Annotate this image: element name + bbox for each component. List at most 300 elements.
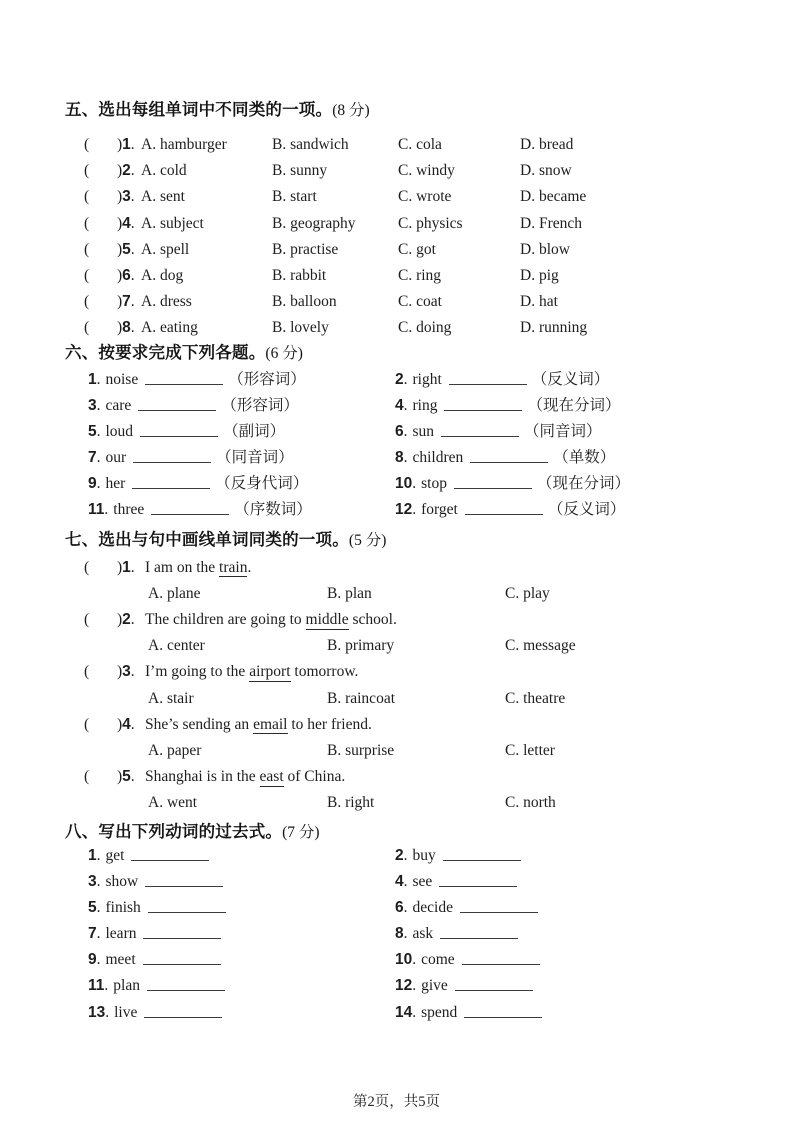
number-dot: . xyxy=(96,449,101,467)
wordform-item xyxy=(88,367,395,393)
question-number-value: 3 xyxy=(88,872,97,890)
underlined-word: airport xyxy=(249,663,291,681)
answer-bracket-open: ( xyxy=(84,768,90,786)
option: D. pig xyxy=(520,266,559,284)
question-number-value: 1 xyxy=(88,846,97,864)
underlined-word: middle xyxy=(305,611,349,628)
number-dot: . xyxy=(403,422,408,440)
hint-label: （同音词） xyxy=(524,422,602,440)
hint-label: （反身代词） xyxy=(215,475,309,493)
hint-label: （现在分词） xyxy=(527,396,621,414)
option: A. center xyxy=(148,637,205,655)
option: C. coat xyxy=(398,293,442,311)
sentence xyxy=(141,764,793,790)
option: C. letter xyxy=(505,741,555,759)
question-number-value: 10 xyxy=(395,475,413,493)
word: her xyxy=(105,475,126,493)
option: C. windy xyxy=(398,162,455,180)
answer-blank xyxy=(440,934,518,939)
choice-question-row xyxy=(84,315,793,341)
number-dot: . xyxy=(96,422,101,440)
question-number-value: 4 xyxy=(395,872,404,890)
section-title: 八、写出下列动词的过去式。 xyxy=(65,822,283,841)
answer-bracket-open: ( xyxy=(84,136,90,153)
answer-blank xyxy=(151,510,229,515)
bracket-close: ) xyxy=(117,266,123,284)
question-number-value: 3 xyxy=(88,396,97,414)
answer-blank xyxy=(133,458,211,463)
sentence-pre: I am on the xyxy=(145,558,220,576)
section-8-heading xyxy=(65,822,793,843)
word: finish xyxy=(105,898,141,916)
verb-item xyxy=(88,947,395,973)
question-number-value: 9 xyxy=(88,475,97,493)
option: A. went xyxy=(148,794,198,812)
answer-blank xyxy=(145,882,223,887)
section-score: (6 分) xyxy=(265,344,303,362)
sentence-post: . xyxy=(247,558,252,576)
question-number-value: 6 xyxy=(122,266,131,284)
wordform-item xyxy=(88,471,395,497)
wordform-item xyxy=(395,445,793,471)
answer-blank xyxy=(138,406,216,411)
answer-blank xyxy=(140,432,218,437)
option: D. snow xyxy=(520,162,572,180)
word: see xyxy=(412,872,433,890)
number-dot: . xyxy=(130,293,135,311)
answer-blank xyxy=(464,1013,542,1018)
sentence-question-row xyxy=(84,712,793,738)
option: A. cold xyxy=(141,162,187,180)
sentence-post: to her friend. xyxy=(287,715,372,733)
number-dot: . xyxy=(403,872,408,890)
question-number xyxy=(117,659,141,685)
option: C. north xyxy=(505,794,556,812)
question-number xyxy=(117,607,141,633)
option: C. doing xyxy=(398,319,452,337)
options-row xyxy=(148,633,793,659)
question-number xyxy=(117,184,141,210)
word: noise xyxy=(105,370,139,388)
option: B. sandwich xyxy=(272,136,349,153)
number-dot: . xyxy=(130,188,135,206)
answer-blank xyxy=(465,510,543,515)
section-6-heading xyxy=(65,343,793,364)
number-dot: . xyxy=(130,611,135,628)
number-dot: . xyxy=(412,501,417,519)
option: A. sent xyxy=(141,188,185,206)
question-number-value: 13 xyxy=(88,1003,106,1021)
option: A. hamburger xyxy=(141,136,227,153)
hint-label: （副词） xyxy=(223,422,286,440)
bracket-close: ) xyxy=(117,188,123,206)
option: D. running xyxy=(520,319,588,337)
number-dot: . xyxy=(130,136,135,153)
question-number-value: 5 xyxy=(88,898,97,916)
word: loud xyxy=(105,422,134,440)
answer-bracket-open: ( xyxy=(84,240,90,258)
option: A. spell xyxy=(141,240,190,258)
number-dot: . xyxy=(96,846,101,864)
question-number-value: 12 xyxy=(395,977,413,995)
answer-blank xyxy=(131,856,209,861)
question-number-value: 7 xyxy=(88,449,97,467)
choice-question-row xyxy=(84,263,793,289)
number-dot: . xyxy=(96,370,101,388)
question-number xyxy=(117,158,141,184)
question-number xyxy=(117,237,141,263)
section-choose-different-word xyxy=(0,100,793,342)
underlined-word: email xyxy=(253,715,288,733)
answer-blank xyxy=(144,1013,222,1018)
number-dot: . xyxy=(412,977,417,995)
underlined-word: east xyxy=(259,768,284,786)
question-number-value: 3 xyxy=(122,663,131,681)
options-row xyxy=(148,790,793,816)
choice-question-row xyxy=(84,289,793,315)
word: ring xyxy=(412,396,438,414)
option: B. sunny xyxy=(272,162,328,180)
option: B. geography xyxy=(272,214,356,232)
verb-item xyxy=(395,973,793,999)
number-dot: . xyxy=(96,396,101,414)
option: B. surprise xyxy=(327,741,395,759)
question-number-value: 4 xyxy=(122,715,131,733)
number-dot: . xyxy=(96,951,101,969)
option: D. became xyxy=(520,188,587,206)
section-underlined-word-category xyxy=(0,530,793,817)
number-dot: . xyxy=(403,846,408,864)
word: learn xyxy=(105,925,137,943)
number-dot: . xyxy=(96,872,101,890)
answer-bracket-open: ( xyxy=(84,188,90,206)
option: C. cola xyxy=(398,136,442,153)
verb-item xyxy=(88,869,395,895)
option: C. ring xyxy=(398,266,442,284)
section-score: (5 分) xyxy=(348,531,387,549)
verb-item xyxy=(88,895,395,921)
wordform-item xyxy=(395,367,793,393)
underlined-word: train xyxy=(219,558,248,576)
hint-label: （同音词） xyxy=(216,449,294,467)
sentence-pre: Shanghai is in the xyxy=(145,768,260,786)
wordform-item xyxy=(88,497,395,523)
section-7-questions xyxy=(0,555,793,817)
option: B. plan xyxy=(327,584,372,602)
verb-item xyxy=(88,973,395,999)
wordform-item xyxy=(395,419,793,445)
verb-item xyxy=(88,843,395,869)
section-score: (7 分) xyxy=(282,823,320,841)
word: three xyxy=(113,501,145,519)
answer-blank xyxy=(470,458,548,463)
word: get xyxy=(105,846,125,864)
option: B. lovely xyxy=(272,319,329,337)
section-5-questions xyxy=(0,132,793,342)
word: come xyxy=(421,951,455,969)
answer-blank xyxy=(143,934,221,939)
question-number-value: 1 xyxy=(122,558,131,576)
bracket-close: ) xyxy=(117,715,123,733)
choice-question-row xyxy=(84,211,793,237)
answer-blank xyxy=(460,908,538,913)
number-dot: . xyxy=(130,663,135,681)
answer-blank xyxy=(462,960,540,965)
number-dot: . xyxy=(403,396,408,414)
question-number-value: 14 xyxy=(395,1003,413,1021)
number-dot: . xyxy=(403,898,408,916)
question-number-value: 4 xyxy=(122,214,131,232)
sentence xyxy=(141,712,793,738)
option: A. paper xyxy=(148,741,202,759)
section-6-questions xyxy=(88,367,793,524)
option: D. bread xyxy=(520,136,574,153)
sentence-pre: I’m going to the xyxy=(145,663,250,681)
question-number-value: 4 xyxy=(395,396,404,414)
option: A. eating xyxy=(141,319,198,337)
bracket-close: ) xyxy=(117,663,123,681)
word: show xyxy=(105,872,139,890)
bracket-close: ) xyxy=(117,162,123,180)
question-number-value: 2 xyxy=(395,846,404,864)
option: C. got xyxy=(398,240,436,258)
number-dot: . xyxy=(96,898,101,916)
option: A. plane xyxy=(148,584,201,602)
options-row xyxy=(148,581,793,607)
bracket-close: ) xyxy=(117,293,123,311)
option: D. blow xyxy=(520,240,570,258)
answer-blank xyxy=(439,882,517,887)
question-number-value: 1 xyxy=(122,136,131,153)
option: D. hat xyxy=(520,293,558,311)
answer-bracket-open: ( xyxy=(84,293,90,311)
question-number xyxy=(117,764,141,790)
question-number-value: 9 xyxy=(88,951,97,969)
question-number-value: 5 xyxy=(122,240,131,258)
option: C. message xyxy=(505,637,576,655)
number-dot: . xyxy=(104,501,109,519)
choice-question-row xyxy=(84,158,793,184)
answer-blank xyxy=(449,380,527,385)
verb-item xyxy=(395,947,793,973)
question-number-value: 7 xyxy=(88,925,97,943)
choice-question-row xyxy=(84,237,793,263)
option: B. practise xyxy=(272,240,339,258)
hint-label: （形容词） xyxy=(221,396,299,414)
verb-item xyxy=(88,921,395,947)
option: D. French xyxy=(520,214,582,232)
question-number-value: 11 xyxy=(88,501,105,519)
option: C. wrote xyxy=(398,188,452,206)
section-score: (8 分) xyxy=(332,102,370,119)
hint-label: （序数词） xyxy=(234,501,312,519)
hint-label: （反义词） xyxy=(547,501,626,519)
word: meet xyxy=(105,951,136,969)
page-number-footer: 第2页，共5页 xyxy=(353,1094,440,1110)
number-dot: . xyxy=(130,162,135,180)
section-5-heading xyxy=(65,100,793,121)
answer-blank xyxy=(147,986,225,991)
question-number-value: 8 xyxy=(395,449,404,467)
bracket-close: ) xyxy=(117,136,123,153)
answer-bracket-open: ( xyxy=(84,319,90,337)
option: A. dress xyxy=(141,293,192,311)
number-dot: . xyxy=(96,475,101,493)
question-number-value: 2 xyxy=(122,162,131,180)
number-dot: . xyxy=(130,558,135,576)
word: sun xyxy=(412,422,435,440)
sentence-question-row xyxy=(84,607,793,633)
option: A. subject xyxy=(141,214,204,232)
number-dot: . xyxy=(130,266,135,284)
question-number-value: 8 xyxy=(395,925,404,943)
sentence-post: school. xyxy=(348,611,397,628)
question-number xyxy=(117,289,141,315)
sentence-post: of China. xyxy=(283,768,346,786)
sentence-question-row xyxy=(84,764,793,790)
number-dot: . xyxy=(130,715,135,733)
options-row xyxy=(148,738,793,764)
word: forget xyxy=(421,501,458,519)
answer-blank xyxy=(455,986,533,991)
question-number-value: 11 xyxy=(88,977,105,995)
answer-bracket-open: ( xyxy=(84,266,90,284)
word: plan xyxy=(113,977,140,995)
answer-blank xyxy=(148,908,226,913)
number-dot: . xyxy=(403,925,408,943)
verb-item xyxy=(395,921,793,947)
question-number-value: 2 xyxy=(395,370,404,388)
question-number-value: 6 xyxy=(395,898,404,916)
word: our xyxy=(105,449,127,467)
question-number xyxy=(117,555,141,581)
number-dot: . xyxy=(130,240,135,258)
verb-item xyxy=(395,1000,793,1026)
option: A. stair xyxy=(148,689,194,707)
sentence xyxy=(141,607,793,633)
number-dot: . xyxy=(412,475,417,493)
wordform-item xyxy=(88,445,395,471)
number-dot: . xyxy=(104,977,109,995)
answer-bracket-open: ( xyxy=(84,663,90,681)
section-title: 七、选出与句中画线单词同类的一项。 xyxy=(65,530,349,549)
wordform-item xyxy=(395,393,793,419)
number-dot: . xyxy=(105,1003,110,1021)
option: B. right xyxy=(327,794,375,812)
question-number-value: 8 xyxy=(122,319,131,337)
word: buy xyxy=(412,846,436,864)
number-dot: . xyxy=(130,319,135,337)
option: B. balloon xyxy=(272,293,337,311)
choice-question-row xyxy=(84,132,793,158)
word: care xyxy=(105,396,132,414)
sentence xyxy=(141,555,793,581)
sentence-pre: The children are going to xyxy=(145,611,306,628)
verb-item xyxy=(395,869,793,895)
number-dot: . xyxy=(96,925,101,943)
answer-bracket-open: ( xyxy=(84,611,90,628)
number-dot: . xyxy=(412,1003,417,1021)
question-number-value: 6 xyxy=(395,422,404,440)
question-number-value: 5 xyxy=(122,768,131,786)
option: C. theatre xyxy=(505,689,566,707)
option: B. raincoat xyxy=(327,689,396,707)
question-number xyxy=(117,132,141,158)
sentence-question-row xyxy=(84,555,793,581)
section-title: 五、选出每组单词中不同类的一项。 xyxy=(65,101,333,119)
sentence xyxy=(141,659,793,685)
verb-item xyxy=(395,895,793,921)
word: stop xyxy=(421,475,447,493)
verb-item xyxy=(88,1000,395,1026)
question-number xyxy=(117,211,141,237)
word: give xyxy=(421,977,448,995)
answer-bracket-open: ( xyxy=(84,162,90,180)
option: C. play xyxy=(505,584,550,602)
question-number-value: 2 xyxy=(122,611,131,628)
question-number xyxy=(117,315,141,341)
bracket-close: ) xyxy=(117,240,123,258)
hint-label: （反义词） xyxy=(531,370,610,388)
word: right xyxy=(412,370,442,388)
section-word-transformation xyxy=(0,343,793,524)
sentence-question-row xyxy=(84,659,793,685)
hint-label: （现在分词） xyxy=(536,475,630,493)
question-number-value: 12 xyxy=(395,501,413,519)
bracket-close: ) xyxy=(117,214,123,232)
number-dot: . xyxy=(403,370,408,388)
question-number-value: 5 xyxy=(88,422,97,440)
question-number-value: 10 xyxy=(395,951,413,969)
sentence-post: tomorrow. xyxy=(290,663,359,681)
question-number-value: 1 xyxy=(88,370,97,388)
choice-question-row xyxy=(84,184,793,210)
option: B. start xyxy=(272,188,317,206)
question-number xyxy=(117,263,141,289)
option: B. primary xyxy=(327,637,395,655)
answer-bracket-open: ( xyxy=(84,558,90,576)
sentence-pre: She’s sending an xyxy=(145,715,254,733)
question-number xyxy=(117,712,141,738)
section-verb-past-tense xyxy=(0,822,793,1026)
answer-blank xyxy=(441,432,519,437)
wordform-item xyxy=(88,419,395,445)
word: children xyxy=(412,449,464,467)
bracket-close: ) xyxy=(117,558,123,576)
number-dot: . xyxy=(130,768,135,786)
wordform-item xyxy=(88,393,395,419)
question-number-value: 7 xyxy=(122,293,131,311)
section-7-heading xyxy=(65,530,793,551)
section-8-questions xyxy=(88,843,793,1026)
word: spend xyxy=(421,1003,458,1021)
bracket-close: ) xyxy=(117,319,123,337)
bracket-close: ) xyxy=(117,611,123,628)
word: decide xyxy=(412,898,453,916)
answer-blank xyxy=(444,406,522,411)
section-title: 六、按要求完成下列各题。 xyxy=(65,343,266,362)
word: ask xyxy=(412,925,434,943)
verb-item xyxy=(395,843,793,869)
answer-blank xyxy=(143,960,221,965)
hint-label: （单数） xyxy=(553,449,616,467)
wordform-item xyxy=(395,471,793,497)
bracket-close: ) xyxy=(117,768,123,786)
word: live xyxy=(114,1003,138,1021)
answer-blank xyxy=(132,484,210,489)
options-row xyxy=(148,686,793,712)
hint-label: （形容词） xyxy=(228,370,306,388)
